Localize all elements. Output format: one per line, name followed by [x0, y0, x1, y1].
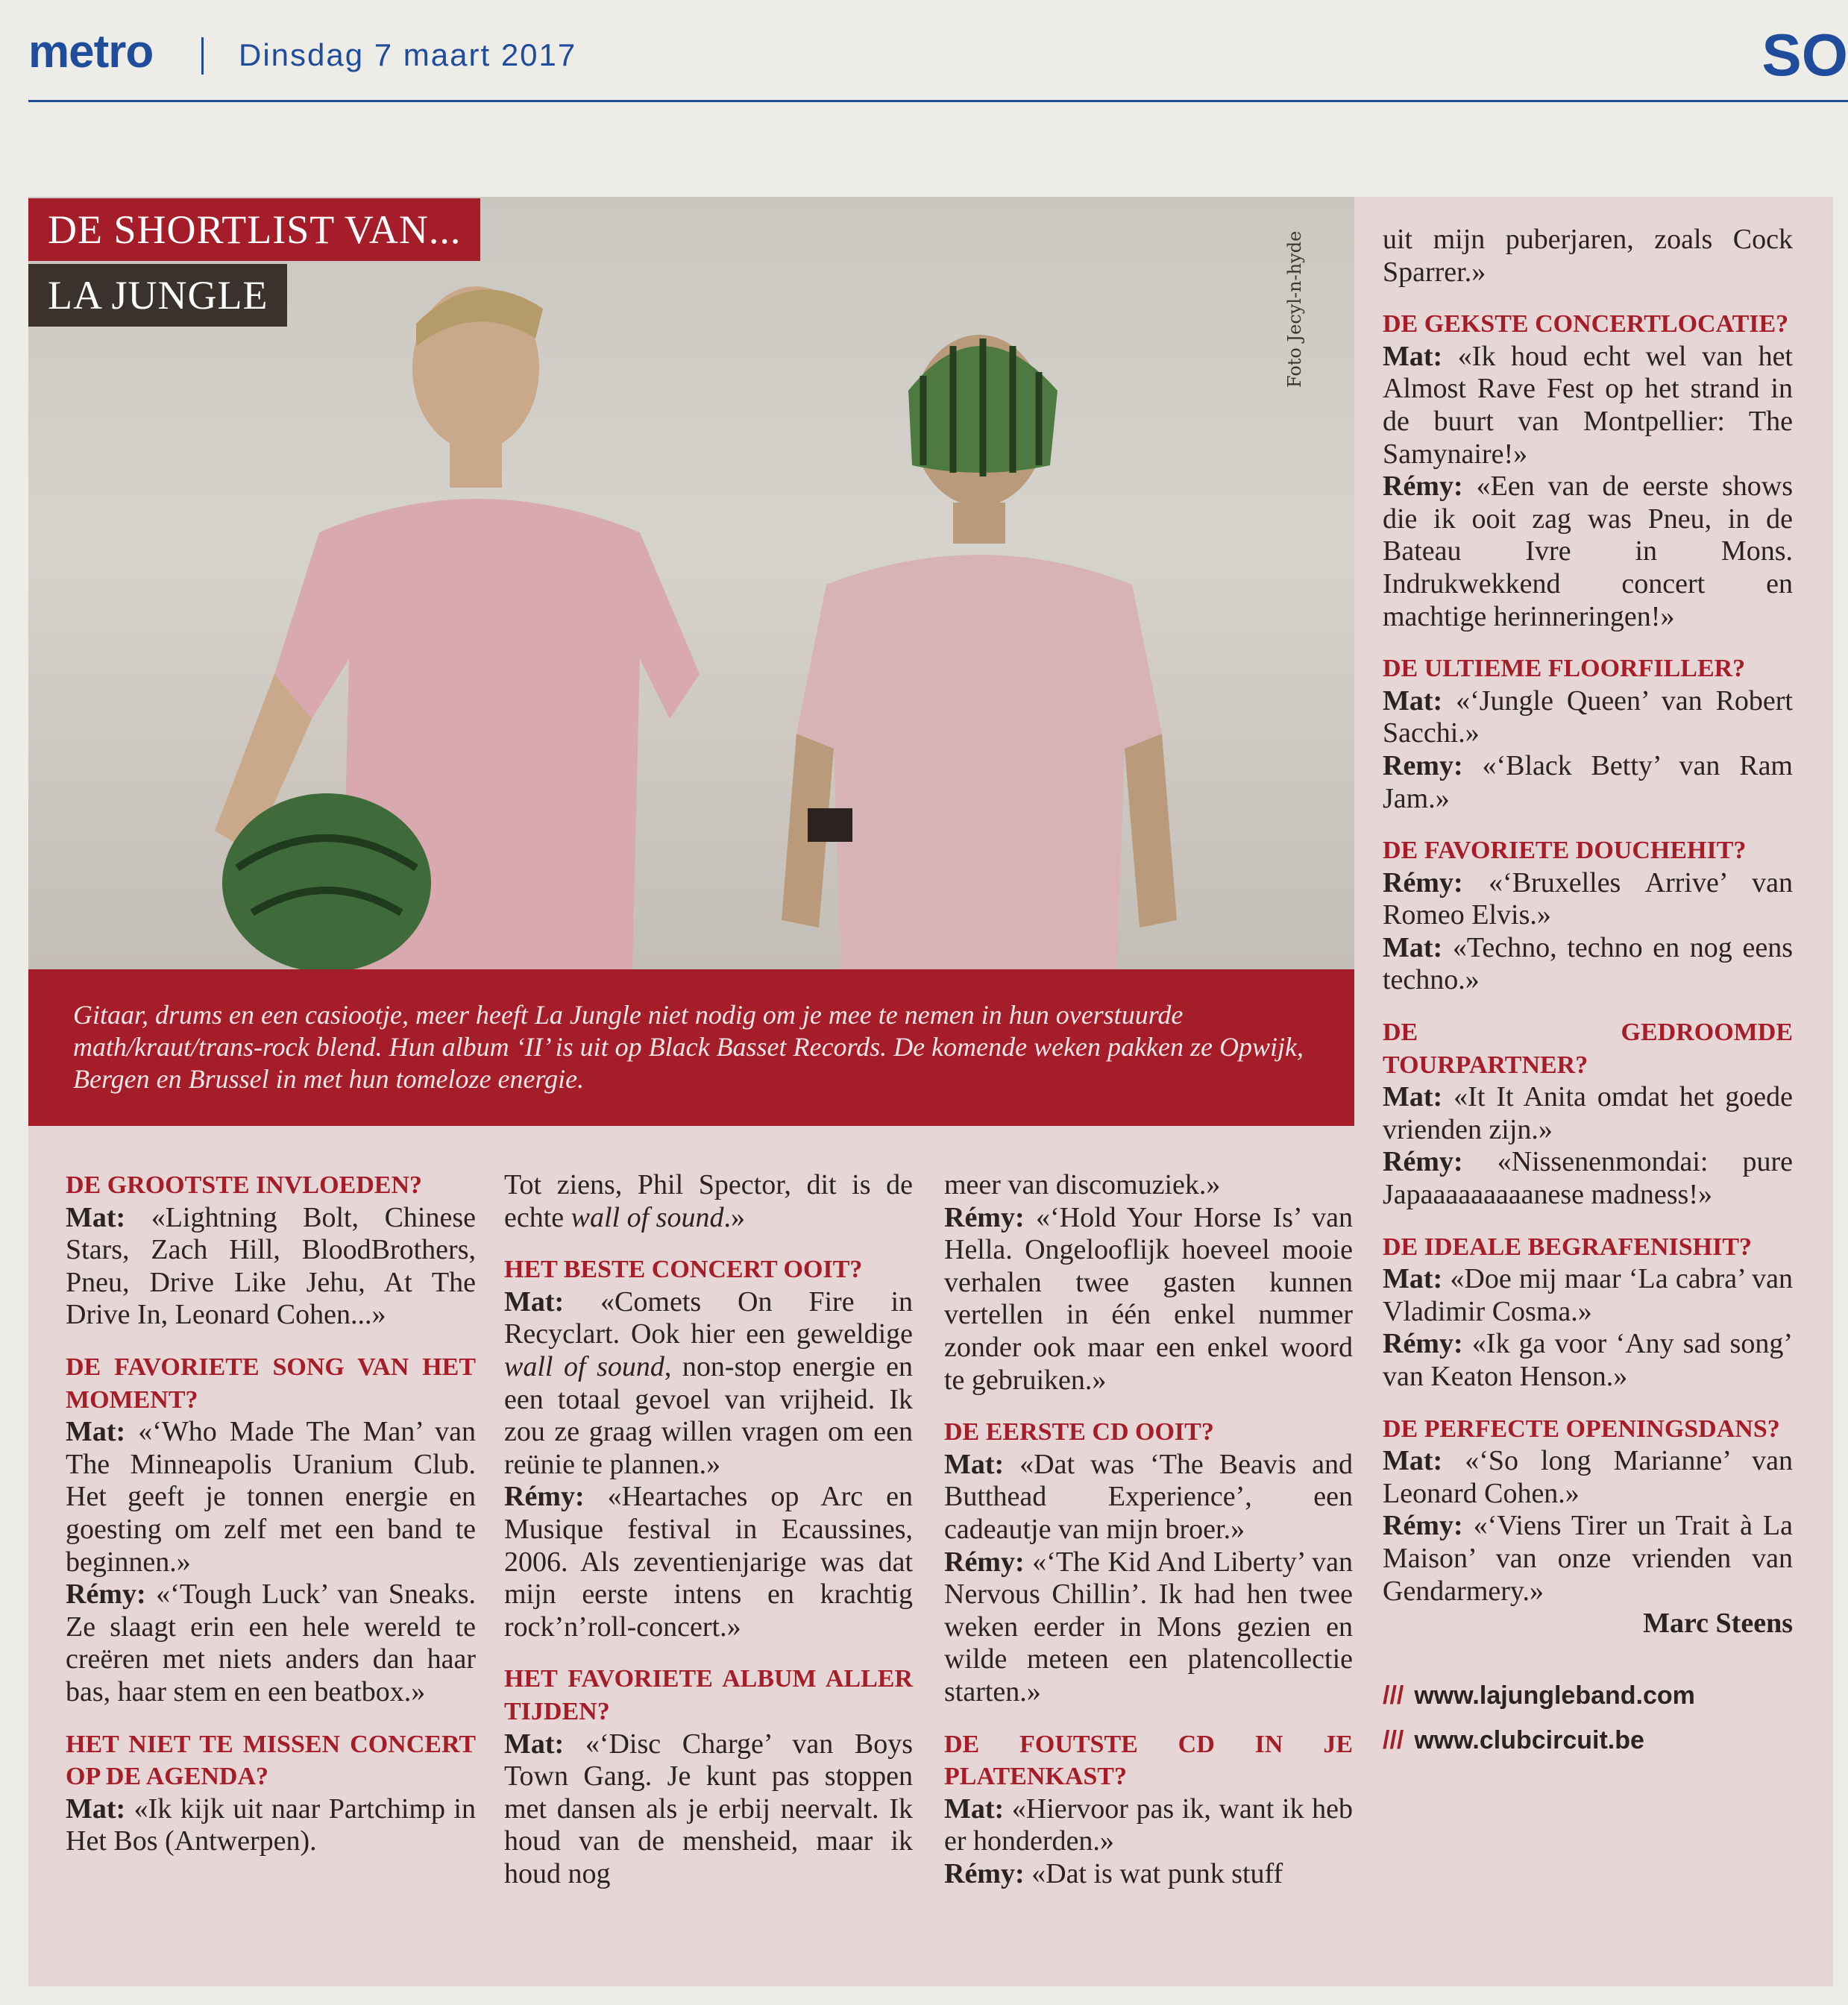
answer-text: Tot ziens, Phil Spector, dit is de echte — [504, 1169, 913, 1233]
link-row — [1383, 1718, 1793, 1763]
speaker-label: Mat: — [66, 1201, 126, 1233]
answer-text: «‘Jungle Queen’ van Robert Sacchi.» — [1383, 684, 1793, 749]
speaker-label: Mat: — [1383, 931, 1443, 963]
photo-credit: Foto Jecyl-n-hyde — [1284, 230, 1305, 388]
answer-text: «‘Hold Your Horse Is’ van Hella. Ongelooflijk hoeveel mooie verhalen twee gasten kunnen vertellen in één enkel nummer zonder ook maar een enkel woord te gebruiken.» — [944, 1201, 1353, 1396]
answer-text: «Nissenenmondai: pure Japaaaaaaaaanese madness!» — [1383, 1146, 1793, 1211]
question-heading: DE FAVORIETE DOUCHEHIT? — [1383, 837, 1747, 865]
speaker-label: Mat: — [944, 1792, 1005, 1825]
speaker-label: Mat: — [66, 1792, 126, 1825]
answer-paragraph — [66, 1202, 476, 1332]
answer-paragraph — [1383, 341, 1793, 470]
speaker-label: Mat: — [1383, 1445, 1443, 1477]
answer-text: «Dat was ‘The Beavis and Butthead Experience’, een cadeautje van mijn broer.» — [944, 1448, 1353, 1545]
answer-text: .» — [723, 1201, 745, 1233]
speaker-label: Mat: — [1383, 340, 1443, 372]
answer-paragraph: meer van discomuziek.» — [944, 1169, 1221, 1200]
speaker-label: Rémy: — [504, 1481, 585, 1513]
answer-text: «‘Who Made The Man’ van The Minneapolis Uranium Club. Het geeft je tonnen energie en goesting om zelf met een band te beginnen.» — [66, 1416, 476, 1578]
answer-text: «Dat is wat punk stuff — [1024, 1857, 1283, 1889]
question-heading: DE FOUTSTE CD IN JE PLATENKAST? — [944, 1730, 1353, 1791]
link-marker: /// — [1383, 1681, 1404, 1710]
answer-paragraph — [1383, 1263, 1793, 1328]
link-row — [1383, 1673, 1793, 1718]
question-heading: HET BESTE CONCERT OOIT? — [504, 1256, 863, 1284]
answer-text: , non-stop energie en een totaal gevoel van vrijheid. Ik zou ze graag willen vragen om een reünie te plannen.» — [504, 1350, 913, 1480]
answer-text: «Heartaches op Arc en Musique festival in Ecaussines, 2006. Als zeventienjarige was dat mijn eerste intens en krachtig rock’n’roll-concert.» — [504, 1481, 913, 1643]
web-links — [1383, 1673, 1793, 1763]
answer-paragraph — [1383, 1510, 1793, 1608]
text-column-1 — [66, 1169, 476, 1858]
masthead-separator — [201, 37, 204, 75]
speaker-label: Mat: — [1383, 684, 1443, 717]
answer-paragraph — [504, 1728, 913, 1891]
answer-text-italic: wall of sound — [571, 1201, 724, 1233]
answer-text: «‘The Kid And Liberty’ van Nervous Chillin’. Ik had hen twee weken eerder in Mons gezien en wilde meteen een platencollectie starten.» — [944, 1546, 1353, 1707]
speaker-label: Rémy: — [944, 1546, 1025, 1578]
brand-logo: metro — [28, 26, 154, 78]
answer-paragraph: uit mijn puberjaren, zoals Cock Sparrer.» — [1383, 224, 1793, 288]
answer-paragraph — [1383, 867, 1793, 932]
answer-text-italic: wall of sound — [504, 1350, 664, 1382]
feature-band-name: LA JUNGLE — [28, 264, 287, 327]
speaker-label: Rémy: — [944, 1857, 1025, 1889]
answer-paragraph — [1383, 1081, 1793, 1146]
answer-text: «‘Tough Luck’ van Sneaks. Ze slaagt erin een hele wereld te creëren met niets anders dan haar bas, haar stem en een beatbox.» — [66, 1578, 476, 1707]
speaker-label: Rémy: — [1383, 470, 1463, 503]
answer-paragraph — [66, 1416, 476, 1578]
speaker-label: Rémy: — [1383, 1146, 1463, 1178]
answer-text: «‘Black Betty’ van Ram Jam.» — [1383, 749, 1793, 814]
website-link-clubcircuit[interactable]: www.clubcircuit.be — [1414, 1725, 1644, 1754]
answer-paragraph — [504, 1286, 913, 1482]
text-column-4 — [1383, 224, 1793, 1763]
feature-kicker: DE SHORTLIST VAN... — [28, 198, 480, 261]
answer-text: «Doe mij maar ‘La cabra’ van Vladimir Cosma.» — [1383, 1263, 1793, 1327]
answer-paragraph — [944, 1793, 1353, 1858]
question-heading: DE PERFECTE OPENINGSDANS? — [1383, 1414, 1780, 1443]
answer-text: «It It Anita omdat het goede vrienden zijn.» — [1383, 1081, 1793, 1145]
answer-paragraph — [504, 1481, 913, 1643]
speaker-label: Mat: — [1383, 1263, 1443, 1295]
question-heading: DE EERSTE CD OOIT? — [944, 1418, 1214, 1447]
question-heading: HET NIET TE MISSEN CONCERT OP DE AGENDA? — [66, 1730, 476, 1791]
speaker-label: Rémy: — [1383, 1510, 1463, 1542]
answer-paragraph — [1383, 1445, 1793, 1510]
answer-paragraph — [1383, 470, 1793, 633]
answer-paragraph — [66, 1578, 476, 1708]
answer-paragraph — [1383, 1146, 1793, 1211]
section-label: SO — [1761, 22, 1848, 88]
answer-text: «Ik houd echt wel van het Almost Rave Fest op het strand in de buurt van Montpellier: The Samynaire!» — [1383, 340, 1793, 470]
issue-date: Dinsdag 7 maart 2017 — [239, 37, 577, 72]
speaker-label: Mat: — [944, 1448, 1005, 1480]
answer-paragraph — [944, 1202, 1353, 1397]
answer-text: «‘So long Marianne’ van Leonard Cohen.» — [1383, 1445, 1793, 1509]
question-heading: DE FAVORIETE SONG VAN HET MOMENT? — [66, 1353, 476, 1414]
question-heading: HET FAVORIETE ALBUM ALLER TIJDEN? — [504, 1665, 913, 1725]
answer-paragraph — [504, 1169, 913, 1234]
answer-paragraph — [944, 1546, 1353, 1709]
speaker-label: Rémy: — [944, 1201, 1025, 1233]
link-marker: /// — [1383, 1725, 1404, 1754]
answer-text: «Ik kijk uit naar Partchimp in Het Bos (Antwerpen). — [66, 1792, 476, 1857]
question-heading: DE ULTIEME FLOORFILLER? — [1383, 655, 1746, 683]
photo-caption: Gitaar, drums en een casiootje, meer heeft La Jungle niet nodig om je mee te nemen in hun overstuurde math/kraut/trans-rock blend. Hun album ‘II’ is uit op Black Basset Records. De komende weken pakken ze Opwijk, Bergen en Brussel in met hun tomeloze energie. — [28, 969, 1354, 1126]
answer-text: «Ik ga voor ‘Any sad song’ van Keaton Henson.» — [1383, 1328, 1793, 1392]
speaker-label: Mat: — [1383, 1081, 1443, 1113]
speaker-label: Rémy: — [66, 1578, 146, 1611]
answer-paragraph — [66, 1793, 476, 1858]
speaker-label: Remy: — [1383, 749, 1463, 781]
answer-paragraph — [1383, 750, 1793, 815]
speaker-label: Mat: — [504, 1285, 565, 1318]
speaker-label: Mat: — [66, 1416, 126, 1448]
text-column-2 — [504, 1169, 913, 1890]
answer-text: «Een van de eerste shows die ik ooit zag was Pneu, in de Bateau Ivre in Mons. Indrukwekkend concert en machtige herinneringen!» — [1383, 470, 1793, 632]
website-link-lajungle[interactable]: www.lajungleband.com — [1414, 1681, 1695, 1710]
question-heading: DE IDEALE BEGRAFENISHIT? — [1383, 1233, 1753, 1261]
question-heading: DE GROOTSTE INVLOEDEN? — [66, 1171, 422, 1199]
speaker-label: Rémy: — [1383, 1328, 1463, 1360]
answer-text: «‘Viens Tirer un Trait à La Maison’ van onze vrienden van Gendarmery.» — [1383, 1510, 1793, 1607]
author-byline: Marc Steens — [1643, 1608, 1793, 1640]
answer-paragraph — [944, 1449, 1353, 1546]
masthead — [28, 21, 1848, 103]
answer-text: «Techno, techno en nog eens techno.» — [1383, 931, 1793, 996]
speaker-label: Mat: — [504, 1728, 565, 1760]
answer-text: «Comets On Fire in Recyclart. Ook hier een geweldige — [504, 1285, 913, 1350]
answer-paragraph — [1383, 932, 1793, 997]
speaker-label: Rémy: — [1383, 866, 1463, 898]
text-column-3 — [944, 1169, 1353, 1890]
answer-text: «‘Disc Charge’ van Boys Town Gang. Je kunt pas stoppen met dansen als je erbij neervalt. Ik houd van de mensheid, maar ik houd nog — [504, 1728, 913, 1889]
question-heading: DE GEDROOMDE TOURPARTNER? — [1383, 1019, 1793, 1079]
answer-text: «Lightning Bolt, Chinese Stars, Zach Hill, BloodBrothers, Pneu, Drive Like Jehu, At The Drive In, Leonard Cohen...» — [66, 1201, 476, 1331]
answer-paragraph — [1383, 1328, 1793, 1393]
answer-text: «Hiervoor pas ik, want ik heb er honderden.» — [944, 1792, 1353, 1857]
answer-text: «‘Bruxelles Arrive’ van Romeo Elvis.» — [1383, 866, 1793, 931]
answer-paragraph — [1383, 685, 1793, 750]
answer-paragraph — [944, 1858, 1353, 1891]
question-heading: DE GEKSTE CONCERTLOCATIE? — [1383, 310, 1789, 339]
masthead-rule — [28, 100, 1848, 102]
